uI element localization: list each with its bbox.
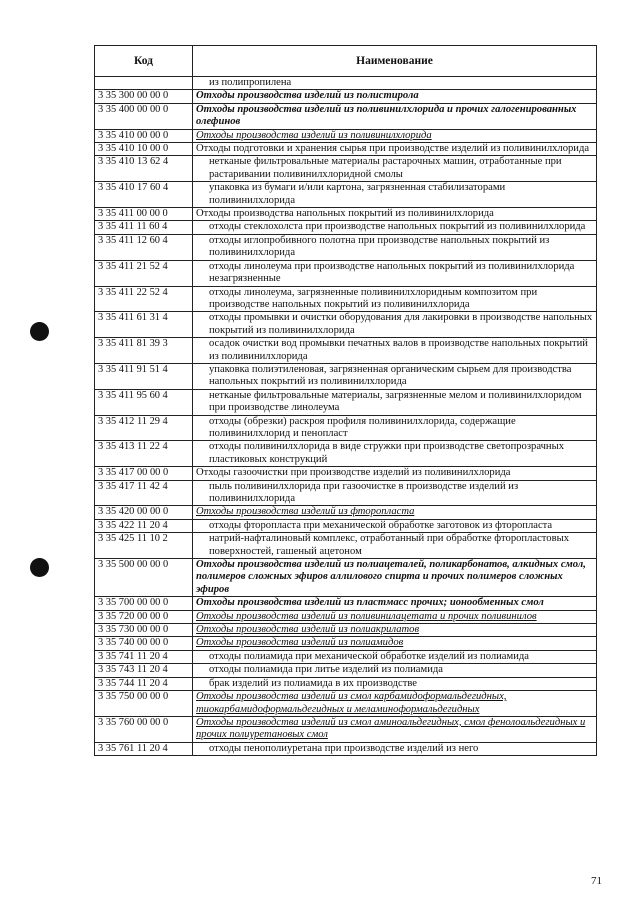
- row-name: отходы пенополиуретана при производстве изделий из него: [193, 742, 597, 755]
- row-code: 3 35 741 11 20 4: [95, 650, 193, 663]
- row-code: 3 35 411 81 39 3: [95, 338, 193, 364]
- table-row: [95, 363, 597, 389]
- row-name: Отходы производства изделий из смол аминоальдегидных, смол фенолоальдегидных и прочих полиуретановых смол: [193, 716, 597, 742]
- row-name: Отходы производства изделий из полистирола: [193, 90, 597, 103]
- row-name: отходы иглопробивного полотна при производстве напольных покрытий из поливинилхлорида: [193, 234, 597, 260]
- row-code: 3 35 411 61 31 4: [95, 312, 193, 338]
- row-name: осадок очистки вод промывки печатных валов в производстве напольных покрытий из поливинилхлорида: [193, 338, 597, 364]
- page-number: 71: [591, 875, 602, 887]
- table-row: [95, 533, 597, 559]
- row-name: Отходы производства изделий из поливинилацетата и прочих поливинилов: [193, 610, 597, 623]
- header-code: Код: [95, 46, 193, 77]
- row-code: 3 35 761 11 20 4: [95, 742, 193, 755]
- row-code: 3 35 300 00 00 0: [95, 90, 193, 103]
- row-name: отходы полиамида при литье изделий из полиамида: [193, 664, 597, 677]
- waste-classification-table: [94, 45, 597, 756]
- table-row: [95, 234, 597, 260]
- table-row: [95, 650, 597, 663]
- row-name: отходы линолеума, загрязненные поливинилхлоридным композитом при производстве напольных покрытий из поливинилхлорида: [193, 286, 597, 312]
- row-code: 3 35 410 13 62 4: [95, 156, 193, 182]
- table-row: [95, 716, 597, 742]
- table-row: [95, 389, 597, 415]
- row-name: отходы промывки и очистки оборудования для лакировки в производстве напольных покрытий из поливинилхлорида: [193, 312, 597, 338]
- row-name: нетканые фильтровальные материалы растарочных машин, отработанные при растаривании поливинилхлоридной смолы: [193, 156, 597, 182]
- row-code: 3 35 730 00 00 0: [95, 624, 193, 637]
- table-row: [95, 415, 597, 441]
- row-code: 3 35 420 00 00 0: [95, 506, 193, 519]
- row-name: нетканые фильтровальные материалы, загрязненные мелом и поливинилхлоридом при производстве линолеума: [193, 389, 597, 415]
- row-name: Отходы производства напольных покрытий из поливинилхлорида: [193, 208, 597, 221]
- row-name: Отходы производства изделий из полиацеталей, поликарбонатов, алкидных смол, полимеров сложных эфиров аллилового спирта и прочих полимеров сложных эфиров: [193, 559, 597, 597]
- table-row: [95, 559, 597, 597]
- table-row: [95, 221, 597, 234]
- table-row: [95, 506, 597, 519]
- row-code: 3 35 411 91 51 4: [95, 363, 193, 389]
- table-row: [95, 182, 597, 208]
- row-code: 3 35 413 11 22 4: [95, 441, 193, 467]
- table-header-row: [95, 46, 597, 77]
- row-code: 3 35 411 11 60 4: [95, 221, 193, 234]
- table-row: [95, 208, 597, 221]
- row-code: 3 35 422 11 20 4: [95, 519, 193, 532]
- table-row: [95, 691, 597, 717]
- row-code: 3 35 410 17 60 4: [95, 182, 193, 208]
- table-row: [95, 156, 597, 182]
- row-name: отходы фторопласта при механической обработке заготовок из фторопласта: [193, 519, 597, 532]
- row-code: 3 35 744 11 20 4: [95, 677, 193, 690]
- row-name: Отходы газоочистки при производстве изделий из поливинилхлорида: [193, 467, 597, 480]
- row-code: 3 35 425 11 10 2: [95, 533, 193, 559]
- table-row: [95, 610, 597, 623]
- table-row: [95, 519, 597, 532]
- table-row: [95, 441, 597, 467]
- row-name: пыль поливинилхлорида при газоочистке в производстве изделий из поливинилхлорида: [193, 480, 597, 506]
- row-code: 3 35 411 95 60 4: [95, 389, 193, 415]
- table-row: [95, 260, 597, 286]
- table-row: [95, 624, 597, 637]
- row-name: отходы линолеума при производстве напольных покрытий из поливинилхлорида незагрязненные: [193, 260, 597, 286]
- row-name: отходы стеклохолста при производстве напольных покрытий из поливинилхлорида: [193, 221, 597, 234]
- table-row: [95, 742, 597, 755]
- row-code: 3 35 412 11 29 4: [95, 415, 193, 441]
- row-code: 3 35 700 00 00 0: [95, 597, 193, 610]
- table-row: [95, 467, 597, 480]
- row-name: Отходы производства изделий из полиакрилатов: [193, 624, 597, 637]
- table-row: [95, 664, 597, 677]
- punch-hole-bottom: [30, 558, 49, 577]
- row-name: брак изделий из полиамида в их производстве: [193, 677, 597, 690]
- table-row: [95, 286, 597, 312]
- row-code: 3 35 417 11 42 4: [95, 480, 193, 506]
- row-code: 3 35 500 00 00 0: [95, 559, 193, 597]
- row-name: Отходы производства изделий из поливинилхлорида и прочих галогенированных олефинов: [193, 103, 597, 129]
- row-code: 3 35 720 00 00 0: [95, 610, 193, 623]
- row-name: Отходы производства изделий из поливинилхлорида: [193, 129, 597, 142]
- row-code: 3 35 417 00 00 0: [95, 467, 193, 480]
- row-name: упаковка из бумаги и/или картона, загрязненная стабилизаторами поливинилхлорида: [193, 182, 597, 208]
- row-code: 3 35 411 00 00 0: [95, 208, 193, 221]
- row-code: 3 35 740 00 00 0: [95, 637, 193, 650]
- table-row: [95, 77, 597, 90]
- table-row: [95, 677, 597, 690]
- table-row: [95, 143, 597, 156]
- row-code: [95, 77, 193, 90]
- table-row: [95, 103, 597, 129]
- table-body: [95, 77, 597, 756]
- table-row: [95, 597, 597, 610]
- row-code: 3 35 760 00 00 0: [95, 716, 193, 742]
- row-code: 3 35 410 00 00 0: [95, 129, 193, 142]
- row-name: натрий-нафталиновый комплекс, отработанный при обработке фторопластовых поверхностей, гашеный ацетоном: [193, 533, 597, 559]
- row-code: 3 35 411 22 52 4: [95, 286, 193, 312]
- table-row: [95, 480, 597, 506]
- row-name: отходы поливинилхлорида в виде стружки при производстве светопрозрачных пластиковых конструкций: [193, 441, 597, 467]
- row-name: Отходы производства изделий из смол карбамидоформальдегидных, тиокарбамидоформальдегидных и меламиноформальдегидных: [193, 691, 597, 717]
- row-code: 3 35 411 21 52 4: [95, 260, 193, 286]
- punch-hole-top: [30, 322, 49, 341]
- row-name: Отходы производства изделий из пластмасс прочих; ионообменных смол: [193, 597, 597, 610]
- row-code: 3 35 411 12 60 4: [95, 234, 193, 260]
- table-row: [95, 338, 597, 364]
- row-code: 3 35 400 00 00 0: [95, 103, 193, 129]
- row-name: из полипропилена: [193, 77, 597, 90]
- table-row: [95, 637, 597, 650]
- table-row: [95, 90, 597, 103]
- row-code: 3 35 410 10 00 0: [95, 143, 193, 156]
- row-name: Отходы производства изделий из полиамидов: [193, 637, 597, 650]
- row-code: 3 35 743 11 20 4: [95, 664, 193, 677]
- row-name: отходы полиамида при механической обработке изделий из полиамида: [193, 650, 597, 663]
- row-code: 3 35 750 00 00 0: [95, 691, 193, 717]
- table-row: [95, 129, 597, 142]
- row-name: Отходы подготовки и хранения сырья при производстве изделий из поливинилхлорида: [193, 143, 597, 156]
- row-name: отходы (обрезки) раскроя профиля поливинилхлорида, содержащие поливинилхлорид и пенопласт: [193, 415, 597, 441]
- table-row: [95, 312, 597, 338]
- row-name: Отходы производства изделий из фторопласта: [193, 506, 597, 519]
- row-name: упаковка полиэтиленовая, загрязненная органическим сырьем для производства напольных покрытий из поливинилхлорида: [193, 363, 597, 389]
- header-name: Наименование: [193, 46, 597, 77]
